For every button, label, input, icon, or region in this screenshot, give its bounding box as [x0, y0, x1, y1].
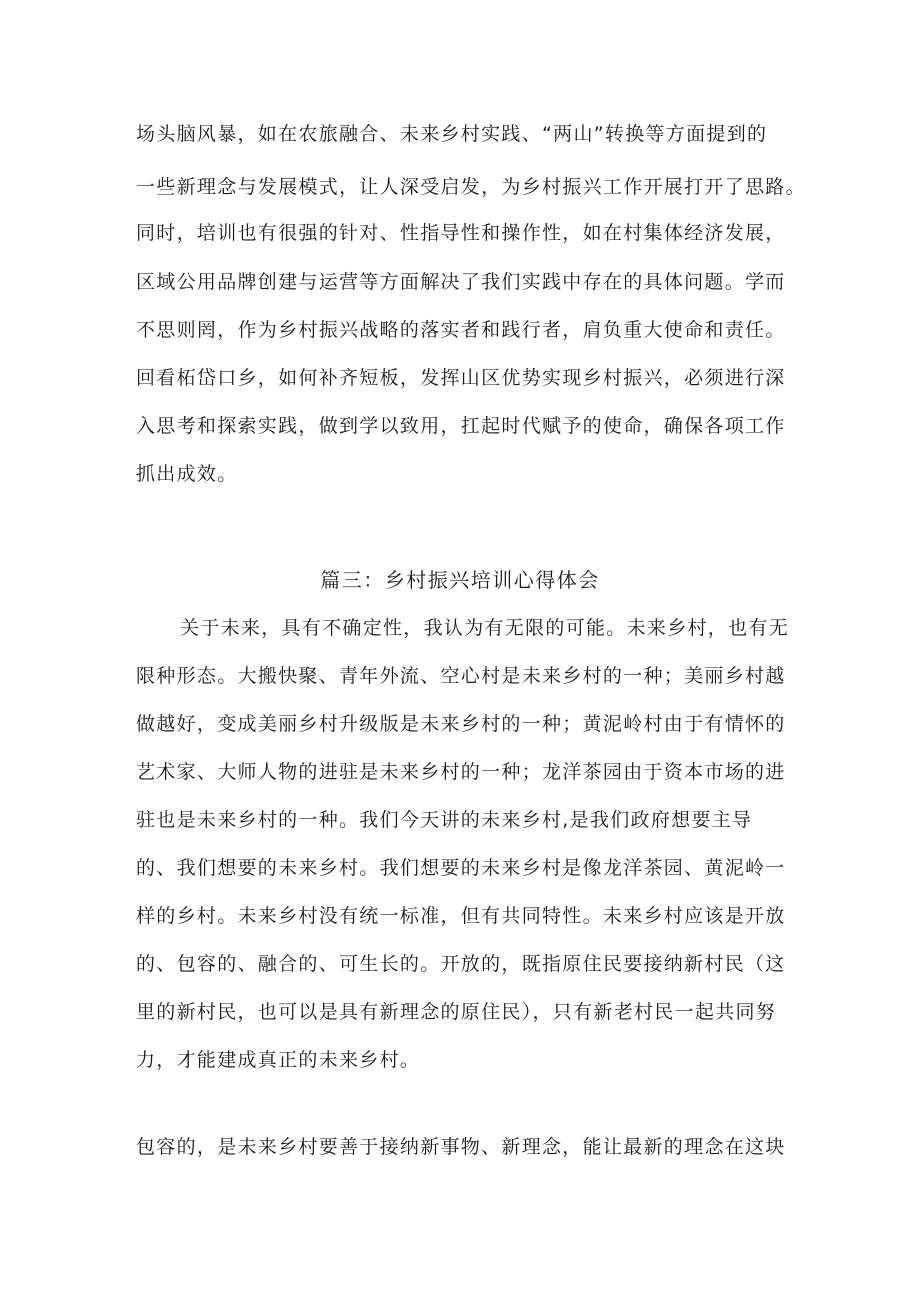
paragraph-1-line-5: 不思则罔，作为乡村振兴战略的落实者和践行者，肩负重大使命和责任。	[136, 319, 786, 341]
paragraph-1-line-8: 抓出成效。	[136, 463, 238, 485]
section-heading: 篇三：乡村振兴培训心得体会	[320, 568, 600, 592]
paragraph-1-line-4: 区域公用品牌创建与运营等方面解决了我们实践中存在的具体问题。学而	[136, 271, 786, 293]
paragraph-2-line-8: 的、包容的、融合的、可生长的。开放的，既指原住民要接纳新村民（这	[136, 953, 786, 975]
paragraph-2-line-2: 限种形态。大搬快聚、青年外流、空心村是未来乡村的一种；美丽乡村越	[136, 665, 786, 687]
paragraph-1-line-3: 同时，培训也有很强的针对、性指导性和操作性，如在村集体经济发展，	[136, 222, 786, 244]
paragraph-1-line-2: 一些新理念与发展模式，让人深受启发，为乡村振兴工作开展打开了思路。	[136, 176, 806, 198]
paragraph-2-line-10: 力，才能建成真正的未来乡村。	[136, 1049, 421, 1071]
paragraph-2-line-9: 里的新村民，也可以是具有新理念的原住民），只有新老村民一起共同努	[136, 1001, 777, 1023]
paragraph-1-line-7: 入思考和探索实践，做到学以致用，扛起时代赋予的使命，确保各项工作	[136, 415, 786, 437]
paragraph-2-line-4: 艺术家、大师人物的进驻是未来乡村的一种；龙洋茶园由于资本市场的进	[136, 761, 786, 783]
paragraph-2-line-5: 驻也是未来乡村的一种。我们今天讲的未来乡村,是我们政府想要主导	[136, 809, 753, 831]
paragraph-1-line-1: 场头脑风暴，如在农旅融合、未来乡村实践、“两山”转换等方面提到的	[136, 123, 768, 145]
paragraph-2-line-1: 关于未来，具有不确定性，我认为有无限的可能。未来乡村，也有无	[180, 617, 790, 639]
paragraph-2-line-7: 样的乡村。未来乡村没有统一标准，但有共同特性。未来乡村应该是开放	[136, 905, 786, 927]
paragraph-2-line-3: 做越好，变成美丽乡村升级版是未来乡村的一种；黄泥岭村由于有情怀的	[136, 713, 786, 735]
paragraph-2-line-6: 的、我们想要的未来乡村。我们想要的未来乡村是像龙洋茶园、黄泥岭一	[136, 857, 786, 879]
paragraph-1-line-6: 回看柘岱口乡，如何补齐短板，发挥山区优势实现乡村振兴，必须进行深	[136, 367, 786, 389]
paragraph-3-line-1: 包容的，是未来乡村要善于接纳新事物、新理念，能让最新的理念在这块	[136, 1136, 786, 1158]
